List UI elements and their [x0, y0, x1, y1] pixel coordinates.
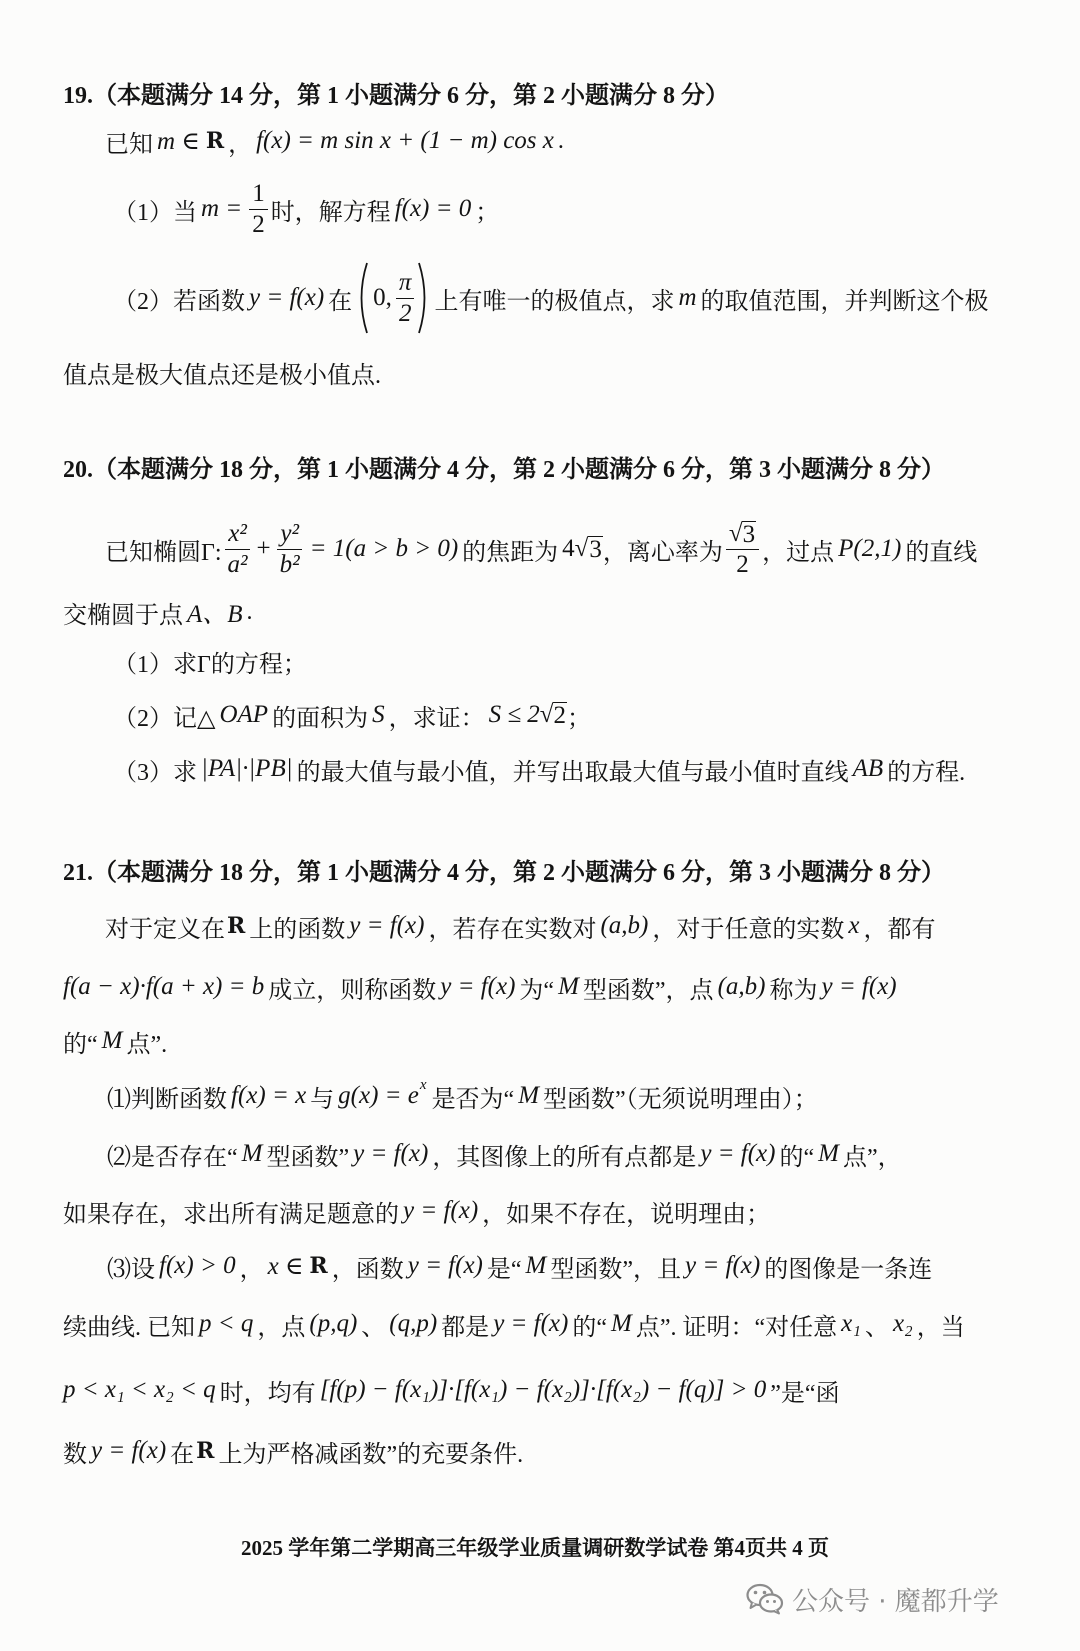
math-expr: y = f(x): [353, 1140, 429, 1167]
fraction-numerator: π: [396, 269, 415, 299]
stem-text: 点”.: [126, 1031, 168, 1058]
stem-text: ，对于任意的实数: [652, 916, 845, 943]
stem-text: 成立，则称函数: [268, 977, 437, 1004]
part-text: 续曲线. 已知: [63, 1314, 195, 1341]
math-expr: f(x) = m sin x + (1 − m) cos x: [256, 127, 554, 154]
math-expr: y = f(x): [403, 1197, 479, 1224]
stem-text: 上的函数: [249, 916, 346, 943]
math-expr: M: [241, 1140, 263, 1167]
part-text: 、: [361, 1314, 386, 1341]
stem-text: 称为: [769, 977, 818, 1004]
math-expr: x: [848, 912, 860, 939]
reals-symbol: R: [205, 128, 225, 154]
part-text: 点”，: [842, 1144, 902, 1171]
math-expr: p < x₁ < x₂ < q: [63, 1376, 216, 1403]
part-text: ，求证：: [388, 705, 485, 732]
math-expr: |PA|·|PB|: [201, 755, 293, 782]
math-expr: f(a − x)·f(a + x) = b: [63, 973, 265, 1000]
plus-sign: +: [256, 535, 271, 562]
math-expr: M: [818, 1140, 839, 1167]
interval-start: 0,: [373, 284, 392, 311]
radical-expr: [729, 520, 756, 548]
math-expr: p < q: [199, 1310, 254, 1337]
radical-expr: [485, 701, 567, 729]
part-text: ，: [239, 1256, 264, 1283]
part-text: （3）求: [113, 759, 197, 786]
left-big-paren: [355, 261, 369, 335]
reals-symbol: R: [196, 1438, 215, 1464]
stem-text: .: [246, 598, 253, 625]
fraction-numerator: 1: [249, 180, 268, 210]
part-text: （1）当: [113, 199, 197, 226]
math-expr: AB: [852, 755, 884, 782]
part-text: ，如果不存在，说明理由；: [482, 1201, 771, 1228]
radical-sign: √: [728, 519, 743, 547]
math-expr: (a,b): [600, 912, 649, 939]
part-text: 型函数”: [266, 1144, 350, 1171]
math-expr: S: [372, 701, 385, 728]
wechat-icon: [746, 1583, 784, 1615]
stem-text: 为“: [519, 977, 555, 1004]
part-text: 点”. 证明：“对任意: [635, 1314, 838, 1341]
part-text: 上有唯一的极值点，求: [434, 288, 675, 315]
fraction: [396, 269, 415, 328]
part-text: ，当: [916, 1314, 965, 1341]
math-expr: y = f(x): [91, 1437, 167, 1464]
fraction-denominator: 2: [252, 210, 265, 238]
part-text: 的取值范围，并判断这个极: [700, 288, 989, 315]
fraction-denominator: a²: [227, 550, 248, 578]
math-expr: S ≤ 2√: [488, 701, 554, 728]
part-text: 型函数”（无须说明理由）；: [543, 1086, 818, 1113]
watermark-text: 公众号 · 魔都升学: [792, 1586, 999, 1617]
radicand: 3: [589, 536, 602, 563]
part-text: 如果存在，求出所有满足题意的: [63, 1201, 399, 1228]
math-expr: M: [518, 1082, 540, 1109]
exponent: x: [419, 1076, 427, 1093]
stem-text: ，若存在实数对: [428, 916, 597, 943]
math-expr: y = f(x): [407, 1252, 483, 1279]
math-expr: P(2,1): [838, 535, 902, 562]
part-text: 的面积为: [272, 705, 369, 732]
part-text: 、: [864, 1314, 889, 1341]
part-text: 数: [63, 1441, 87, 1468]
math-expr: x₁: [841, 1310, 861, 1337]
fraction-numerator: [726, 520, 759, 550]
part-text: ，点: [257, 1314, 306, 1341]
stem-text: 的直线: [905, 539, 978, 566]
part-text: ⑵是否存在“: [107, 1144, 238, 1171]
radical-sign: 4√: [562, 535, 589, 562]
part-text: ；: [475, 199, 500, 226]
stem-text: 的“: [63, 1031, 98, 1058]
math-expr: A、B: [187, 601, 243, 628]
math-expr: f(x) > 0: [159, 1252, 236, 1279]
part-text: 的图像是一条连: [764, 1256, 933, 1283]
part-text: ；: [567, 705, 592, 732]
math-expr: y = f(x): [440, 973, 516, 1000]
right-big-paren: [417, 261, 431, 335]
part-text: ⑶设: [107, 1256, 155, 1283]
math-expr: g(x) = e: [338, 1082, 419, 1109]
part-text: 的最大值与最小值，并写出取最大值与最小值时直线: [296, 759, 849, 786]
math-expr: m ∈: [157, 128, 200, 155]
radical-expr: [558, 535, 603, 563]
math-expr: x₂: [892, 1310, 913, 1337]
radicand: 2: [553, 702, 567, 729]
part-text: （2）记△: [113, 705, 216, 732]
part-text: （2）若函数: [113, 288, 245, 315]
math-expr: M: [525, 1252, 547, 1279]
stem-text: .: [557, 127, 564, 154]
stem-text: ，: [228, 131, 253, 158]
part-text: 是否为“: [431, 1086, 515, 1113]
part-text: ，函数: [331, 1256, 404, 1283]
stem-text: ，都有: [863, 916, 936, 943]
math-expr: M: [101, 1027, 123, 1054]
part-text: 的“: [572, 1314, 608, 1341]
stem-text: 的焦距为: [462, 539, 559, 566]
radicand: 3: [742, 520, 756, 548]
stem-text: 对于定义在: [105, 916, 225, 943]
math-expr: y = f(x): [249, 284, 325, 311]
part-text: 是“: [486, 1256, 522, 1283]
fraction: [225, 520, 251, 579]
math-expr: (p,q): [309, 1310, 358, 1337]
math-expr: m =: [201, 195, 243, 222]
stem-text: 已知: [105, 131, 153, 158]
fraction-numerator: x²: [225, 520, 250, 550]
part-text: 上为严格减函数”的充要条件.: [218, 1441, 524, 1468]
fraction: [277, 520, 303, 579]
fraction-denominator: 2: [736, 550, 749, 578]
math-expr: (q,p): [389, 1310, 438, 1337]
part-text: 时，均有: [219, 1380, 316, 1407]
fraction: [726, 520, 759, 579]
math-expr: (a,b): [717, 973, 766, 1000]
math-expr: x ∈: [267, 1253, 304, 1280]
math-expr: y = f(x): [821, 973, 897, 1000]
reals-symbol: R: [309, 1253, 328, 1279]
part-text: 的方程.: [887, 759, 966, 786]
fraction-numerator: y²: [277, 520, 302, 550]
stem-text: ，离心率为: [602, 539, 723, 566]
part-text: 的“: [779, 1144, 815, 1171]
part-text: 时，解方程: [270, 199, 391, 226]
fraction-denominator: 2: [398, 299, 412, 327]
part-text: 与: [310, 1086, 335, 1113]
math-expr: M: [611, 1310, 632, 1337]
math-expr: [f(p) − f(x₁)]·[f(x₁) − f(x₂)]·[f(x₂) − f(q)] > 0: [319, 1376, 767, 1403]
part-text: 在: [328, 288, 353, 315]
open-interval: [355, 261, 431, 335]
math-expr: m: [678, 284, 697, 311]
math-expr: f(x) = 0: [394, 195, 472, 222]
math-expr: y = f(x): [685, 1252, 761, 1279]
math-expr: f(x) = x: [231, 1082, 307, 1109]
exam-page: 19.（本题满分 14 分，第 1 小题满分 6 分，第 2 小题满分 8 分） 已知 m ∈ R ， f(x) = m sin x + (1 − m) cos x . （1）当 m = $\frac{1}{2}$ 时，解方程 f(x) = 0 ； （2）若函数 y = f(x) 在 0, $\frac{\pi}{2}$ 上有唯一的极值点，求 m 的取值范围，并判断这个极 值点是极大值点还是极小值点. 20.（本题满分 18 分，第 1 小题满分 4 分，第 2 小题满分 6 分，第 3 小题满分 8 分） 已知椭圆Γ: $\frac{\text{x²}}{\text{a²}}$ + $\frac{\text{y²}}{\text{b²}}$ = 1(a > b > 0) 的焦距为 4√ 3 ，离心率为 √ 3 2 ，过点 P(2,1) 的直线 交椭圆于点 A、B . （1）求Γ的方程； （2）记△ OAP 的面积为 S ，求证： S ≤ 2√ 2 ； （3）求 |PA|·|PB| 的最大值与最小值，并写出取最大值与最小值时直线 AB 的方程. 21.（本题满分 18 分，第 1 小题满分 4 分，第 2 小题满分 6 分，第 3 小题满分 8 分） 对于定义在 R 上的函数 y = f(x) ，若存在实数对 (a,b) ，对于任意的实数 x ，都有 f(a − x)·f(a + x) = b 成立，则称函数 y = f(x) 为“ M 型函数”，点 (a,b) 称为 y = f(x) 的“ M 点”. ⑴判断函数 f(x) = x 与 g(x) = e x 是否为“ M 型函数”（无须说明理由）； ⑵是否存在“ M 型函数” y = f(x) ，其图像上的所有点都是 y = f(x) 的“ M 点”， 如果存在，求出所有满足题意的 y = f(x) ，如果不存在，说明理由； ⑶设 f(x) > 0 ， x ∈ R ，函数 y = f(x) 是“ M 型函数”，且 y = f(x) 的图像是一条连 续曲线. 已知 p < q ，点 (p,q) 、 (q,p) 都是 y = f(x) 的“ M 点”. 证明：“对任意 x₁ 、 x₂ ，当 p < x₁ < x₂ < q 时，均有 [f(p) − f(x₁)]·[f(x₁) − f(x₂)]·[f(x₂) − f(q)] > 0 ”是“函 数 y = f(x) 在 R 上为严格减函数”的充要条件. 2025 学年第二学期高三年级学业质量调研数学试卷 第4页共 4 页 公众号 · 魔都升学: [0, 0, 1080, 1651]
part-text: ”是“函: [770, 1380, 840, 1407]
reals-symbol: R: [227, 913, 246, 939]
part-text: ⑴判断函数: [107, 1086, 227, 1113]
fraction: [249, 180, 268, 239]
math-expr: M: [558, 973, 579, 1000]
math-expr: y = f(x): [349, 912, 425, 939]
math-expr: = 1(a > b > 0): [309, 535, 459, 562]
stem-text: 型函数”，点: [582, 977, 714, 1004]
part-text: 型函数”，且: [550, 1256, 682, 1283]
stem-text: 交椭圆于点: [63, 602, 183, 629]
math-expr: OAP: [219, 701, 269, 728]
part-text: 都是: [441, 1314, 490, 1341]
math-expr: y = f(x): [700, 1140, 776, 1167]
fraction-denominator: b²: [279, 550, 300, 578]
math-expr: y = f(x): [493, 1310, 569, 1337]
stem-text: ，过点: [762, 539, 835, 566]
part-text: 在: [170, 1441, 195, 1468]
part-text: ，其图像上的所有点都是: [432, 1144, 697, 1171]
stem-text: 已知椭圆Γ:: [105, 539, 222, 566]
